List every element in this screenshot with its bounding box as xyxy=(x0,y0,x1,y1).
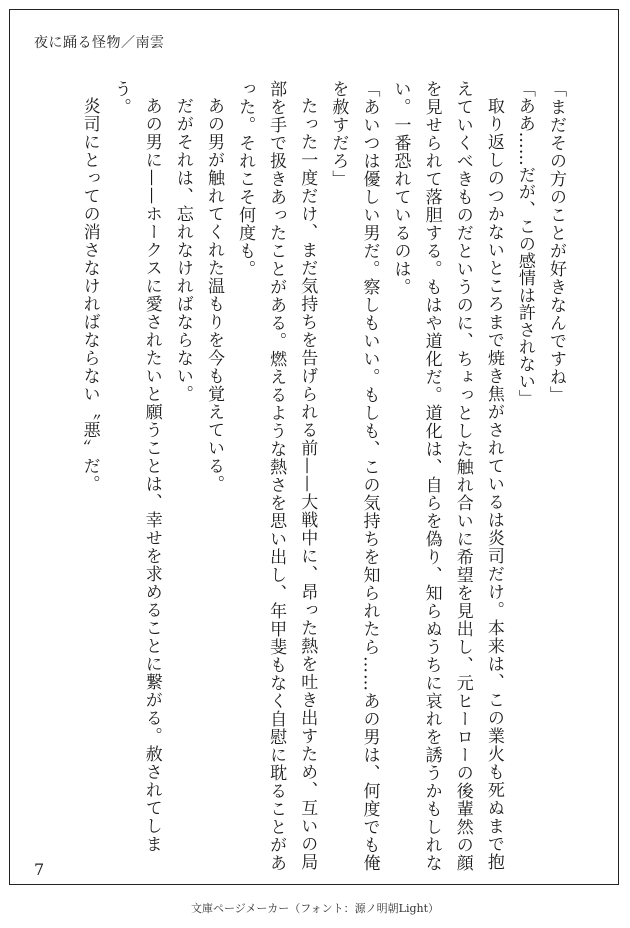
paragraph: 「まだその方のことが好きなんですね」 xyxy=(546,80,566,404)
footer-credit: 文庫ページメーカー（フォント：源ノ明朝Light） xyxy=(190,902,440,915)
vertical-body-text xyxy=(74,80,572,880)
paragraph: 取り返しのつかないところまで焼き焦がされているは炎司だけ。本来は、この業火も死ぬまで抱えていくべきものだというのに、ちょっとした触れ合いに希望を見出し、元ヒーローの後輩然の顔を見せられて落胆する。もはや道化だ。道化は、自らを偽り、知らぬうちに哀れを誘うかもしれない。一番恐れているのは。 xyxy=(390,80,504,872)
book-page xyxy=(9,9,619,885)
paragraph: たった一度だけ、まだ気持ちを告げられる前——大戦中に、昂った熱を吐き出すため、互いの局部を手で扱きあったことがある。燃えるような熱さを思い出し、年甲斐もなく自慰に耽ることがあった。それこそ何度も。 xyxy=(235,80,318,872)
paragraph: あの男に——ホークスに愛されたいと願うことは、幸せを求めることに繋がる。赦されてしまう。 xyxy=(110,80,162,853)
paragraph: 「あいつは優しい男だ。察しもいい。もしも、この気持ちを知られたら……あの男は、何度でも俺を赦すだろ」 xyxy=(328,80,380,872)
page-number: 7 xyxy=(34,860,45,879)
paragraph: あの男が触れてくれた温もりを今も覚えている。 xyxy=(203,97,224,493)
paragraph: だがそれは、忘れなければならない。 xyxy=(172,97,193,403)
running-header: 夜に踊る怪物／南雲 xyxy=(34,35,165,51)
paragraph: 炎司にとっての消さなければならない〝悪〟だ。 xyxy=(79,97,100,493)
paragraph: 「ああ……だが、この感情は許されない」 xyxy=(514,80,535,407)
